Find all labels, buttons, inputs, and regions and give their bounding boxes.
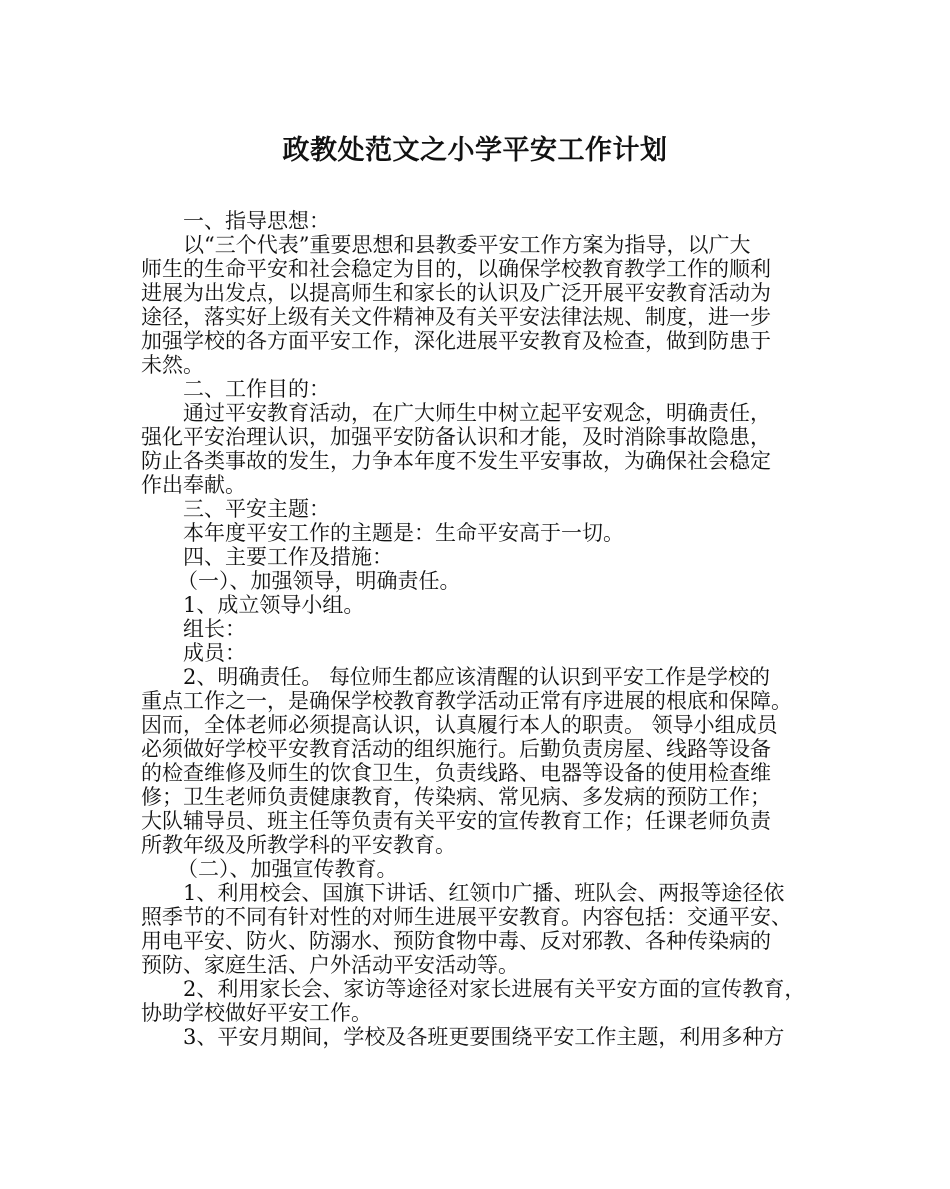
text-line: 大队辅导员、班主任等负责有关平安的宣传教育工作；任课老师负责 <box>141 809 771 833</box>
text-line: 三、平安主题： <box>183 497 330 521</box>
text-line: （一）、加强领导，明确责任。 <box>177 569 461 593</box>
text-line: 成员： <box>183 641 246 665</box>
text-line: 的检查维修及师生的饮食卫生，负责线路、电器等设备的使用检查维 <box>141 761 771 785</box>
text-line: 2、明确责任。 每位师生都应该清醒的认识到平安工作是学校的 <box>183 665 771 689</box>
text-line: 通过平安教育活动，在广大师生中树立起平安观念，明确责任， <box>183 401 771 425</box>
text-line: 作出奉献。 <box>141 473 246 497</box>
text-line: 重点工作之一，是确保学校教育教学活动正常有序进展的根底和保障。 <box>141 689 792 713</box>
text-line: 二、工作目的： <box>183 377 330 401</box>
text-line: 因而，全体老师必须提高认识，认真履行本人的职责。 领导小组成员 <box>141 713 778 737</box>
text-line: 所教年级及所教学科的平安教育。 <box>141 833 456 857</box>
text-line: 1、利用校会、国旗下讲话、红领巾广播、班队会、两报等途径依 <box>183 881 785 905</box>
document-body <box>141 209 813 1049</box>
text-line: 四、主要工作及措施： <box>183 545 393 569</box>
text-line: 用电平安、防火、防溺水、预防食物中毒、反对邪教、各种传染病的 <box>141 929 771 953</box>
text-line: 未然。 <box>141 353 204 377</box>
text-line: 强化平安治理认识，加强平安防备认识和才能，及时消除事故隐患， <box>141 425 771 449</box>
text-line: 加强学校的各方面平安工作，深化进展平安教育及检查，做到防患于 <box>141 329 771 353</box>
text-line: 进展为出发点，以提高师生和家长的认识及广泛开展平安教育活动为 <box>141 281 771 305</box>
text-line: 3、平安月期间，学校及各班更要围绕平安工作主题，利用多种方 <box>183 1025 785 1049</box>
text-line: 以“三个代表”重要思想和县教委平安工作方案为指导，以广大 <box>183 233 751 257</box>
text-line: 一、指导思想： <box>183 209 330 233</box>
text-line: 照季节的不同有针对性的对师生进展平安教育。内容包括：交通平安、 <box>141 905 792 929</box>
text-line: 2、利用家长会、家访等途径对家长进展有关平安方面的宣传教育， <box>183 977 806 1001</box>
text-line: 师生的生命平安和社会稳定为目的，以确保学校教育教学工作的顺利 <box>141 257 771 281</box>
text-line: 本年度平安工作的主题是：生命平安高于一切。 <box>183 521 624 545</box>
text-line: 协助学校做好平安工作。 <box>141 1001 372 1025</box>
text-line: 修；卫生老师负责健康教育，传染病、常见病、多发病的预防工作； <box>141 785 771 809</box>
text-line: 1、成立领导小组。 <box>183 593 365 617</box>
text-line: 组长： <box>183 617 246 641</box>
text-line: 途径，落实好上级有关文件精神及有关平安法律法规、制度，进一步 <box>141 305 771 329</box>
text-line: （二）、加强宣传教育。 <box>177 857 398 881</box>
text-line: 防止各类事故的发生，力争本年度不发生平安事故，为确保社会稳定 <box>141 449 771 473</box>
text-line: 必须做好学校平安教育活动的组织施行。后勤负责房屋、线路等设备 <box>141 737 771 761</box>
text-line: 预防、家庭生活、户外活动平安活动等。 <box>141 953 519 977</box>
document-title: 政教处范文之小学平安工作计划 <box>282 135 668 166</box>
